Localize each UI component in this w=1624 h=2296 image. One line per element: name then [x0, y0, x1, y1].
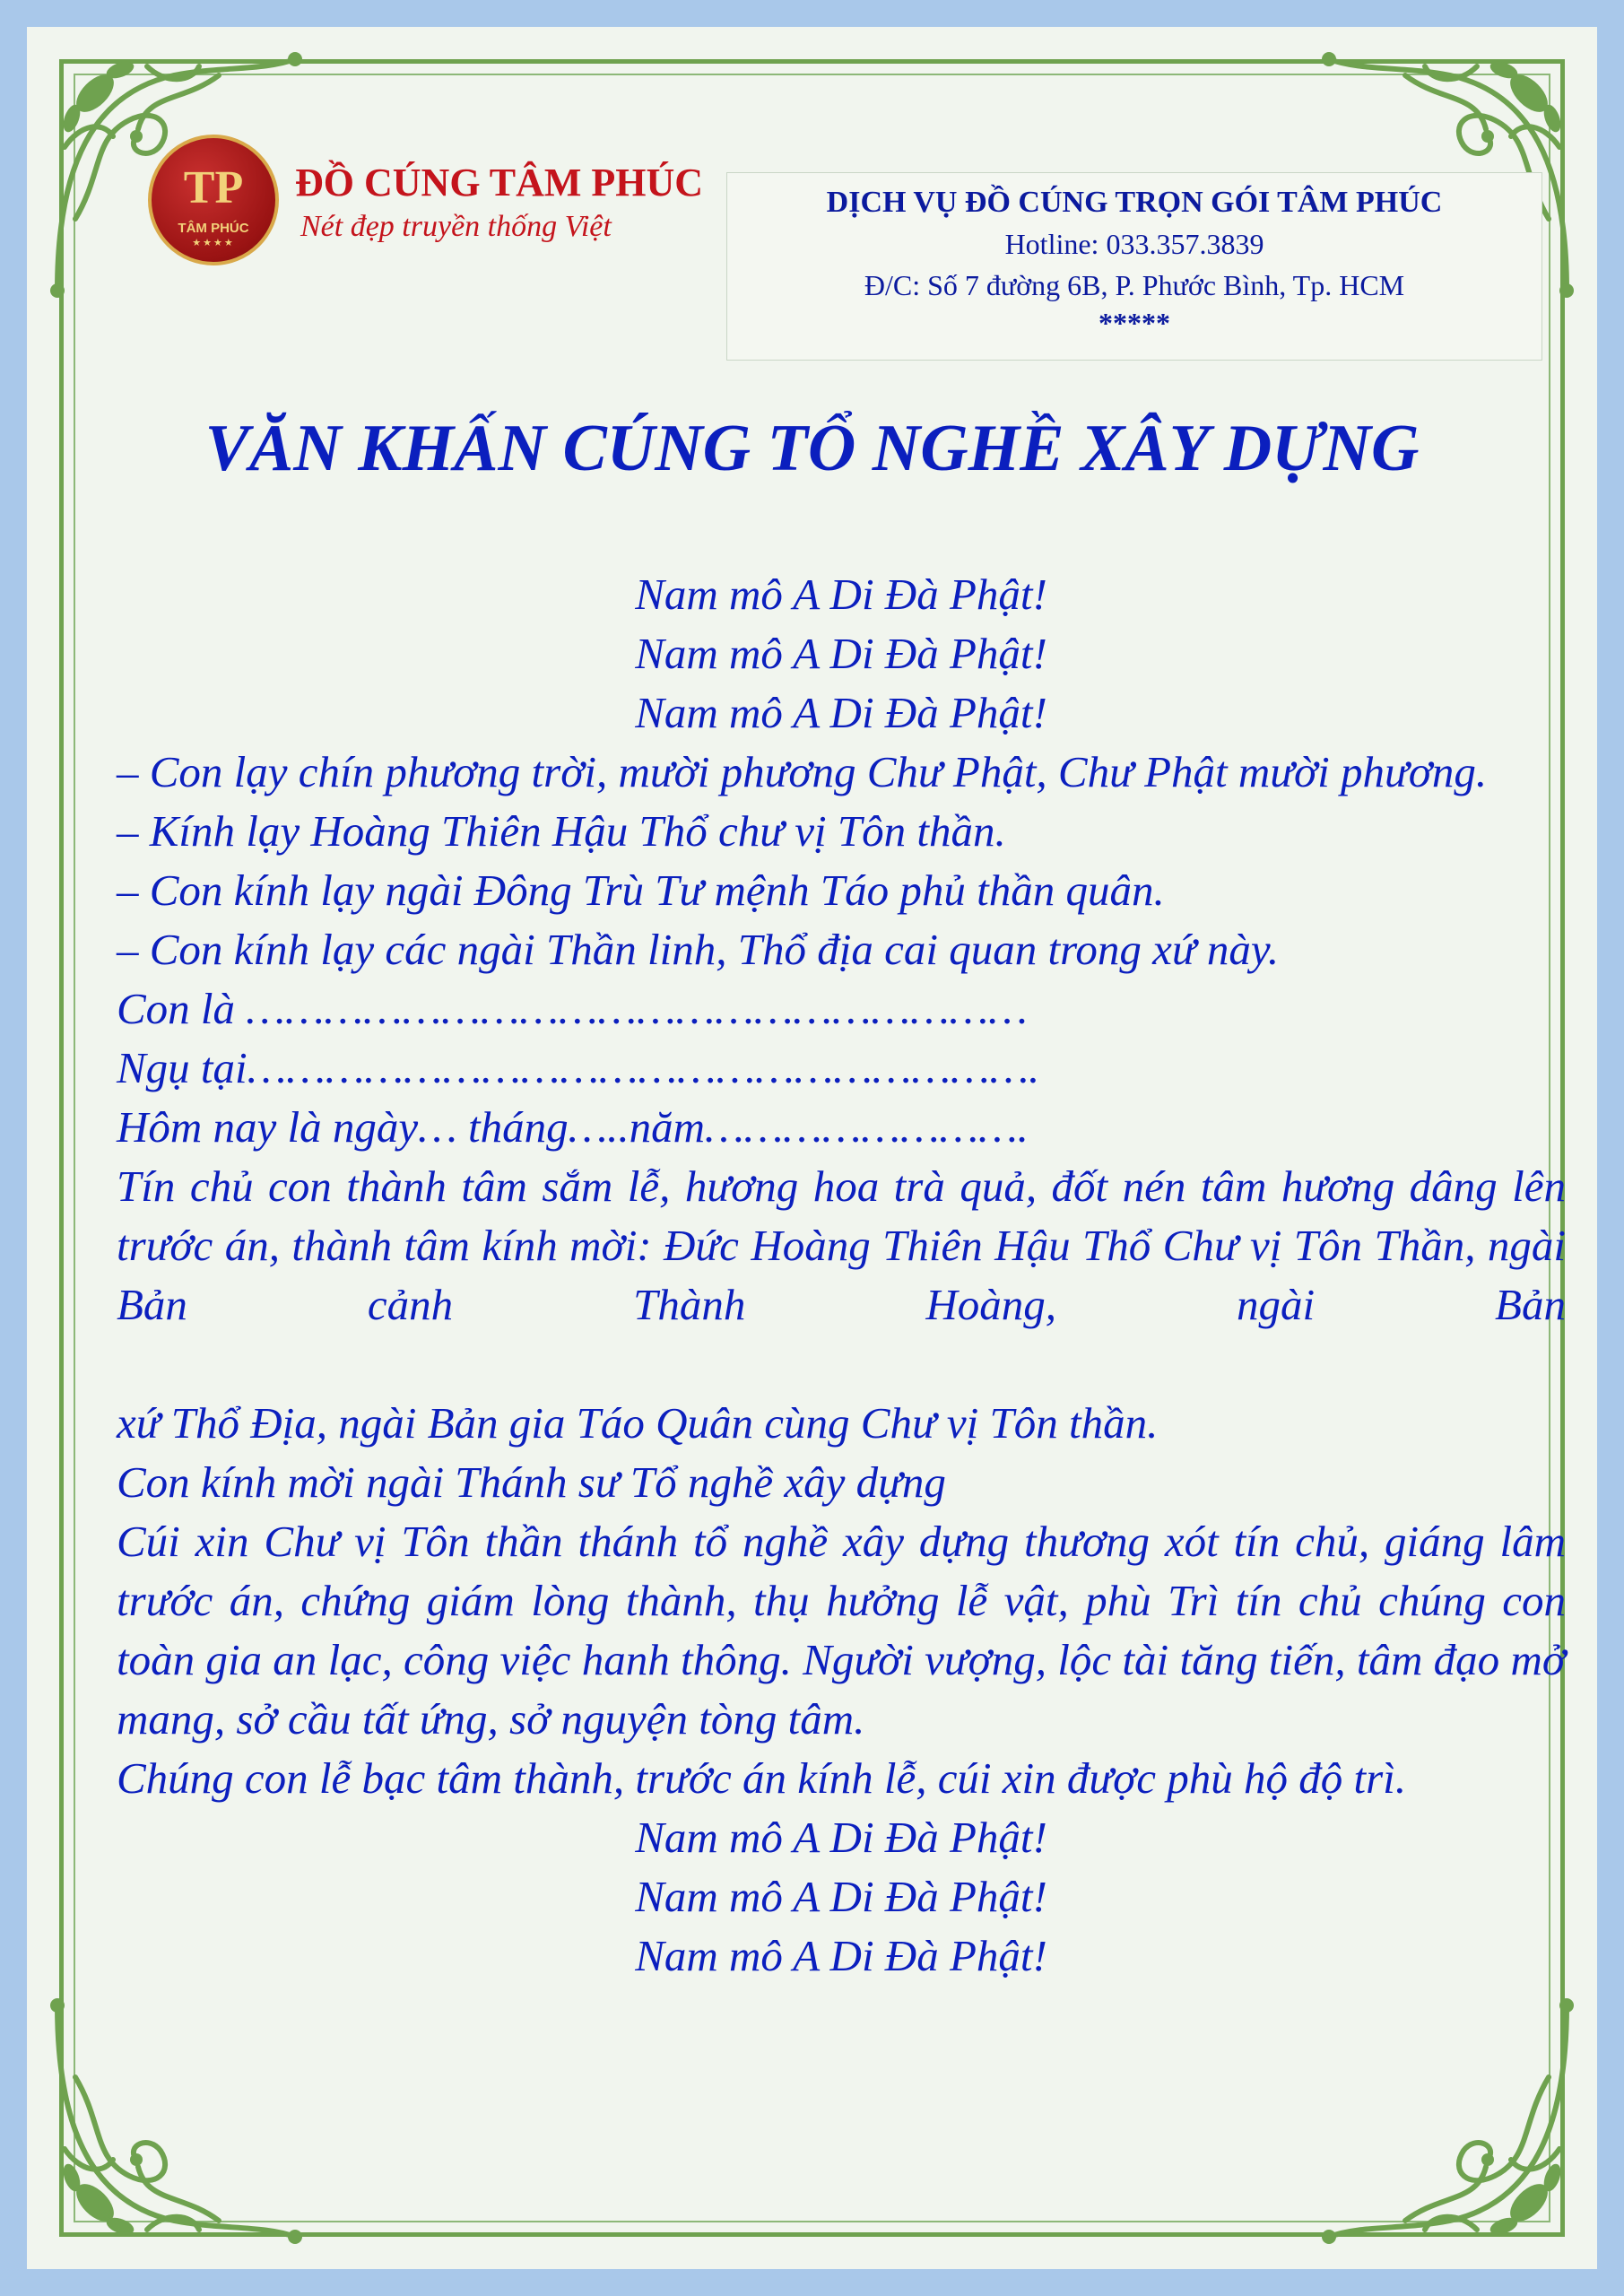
opening-line: Nam mô A Di Đà Phật!	[635, 629, 1047, 678]
opening-line: Nam mô A Di Đà Phật!	[635, 688, 1047, 737]
invocation-line: – Con kính lạy các ngài Thần linh, Thổ địa cai quan trong xứ này.	[117, 925, 1280, 974]
logo-stars: ★★★★	[192, 238, 235, 248]
corner-ornament-icon	[39, 1987, 308, 2257]
date-blank-line: Hôm nay là ngày… tháng…..năm…………………….	[117, 1102, 1029, 1152]
closing-line: Nam mô A Di Đà Phật!	[635, 1813, 1047, 1862]
service-title: DỊCH VỤ ĐỒ CÚNG TRỌN GÓI TÂM PHÚC	[826, 186, 1443, 219]
paragraph-gap	[117, 1335, 1566, 1394]
hotline: Hotline: 033.357.3839	[1004, 228, 1264, 260]
closing-line: Nam mô A Di Đà Phật!	[635, 1872, 1047, 1921]
corner-ornament-icon	[1316, 1987, 1585, 2257]
blessing-paragraph: Cúi xin Chư vị Tôn thần thánh tổ nghề xây dựng thương xót tín chủ, giáng lâm trước án, chứng giám lòng thành, thụ hưởng lễ vật, phù Trì tín chủ chúng con toàn gia an lạc, công việc hanh thông. Người vượng, lộc tài tăng tiến, tâm đạo mở mang, sở cầu tất ứng, sở nguyện tòng tâm.	[117, 1517, 1566, 1744]
brand-logo-icon	[148, 135, 279, 265]
opening-line: Nam mô A Di Đà Phật!	[635, 570, 1047, 619]
invocation-line: – Con lạy chín phương trời, mười phương Chư Phật, Chư Phật mười phương.	[117, 747, 1488, 796]
invocation-line: – Con kính lạy ngài Đông Trù Tư mệnh Táo phủ thần quân.	[117, 865, 1165, 915]
brand-slogan: Nét đẹp truyền thống Việt	[300, 210, 612, 243]
offering-paragraph: Tín chủ con thành tâm sắm lễ, hương hoa trà quả, đốt nén tâm hương dâng lên trước án, thành tâm kính mời: Đức Hoàng Thiên Hậu Thổ Chư vị Tôn Thần, ngài Bản cảnh Thành Hoàng, ngài Bản	[117, 1161, 1566, 1329]
invocation-line: – Kính lạy Hoàng Thiên Hậu Thổ chư vị Tôn thần.	[117, 806, 1006, 856]
service-info-box	[726, 172, 1542, 361]
logo-text: TÂM PHÚC	[178, 221, 249, 236]
name-blank-line: Con là ……………………………………………………	[117, 984, 1028, 1033]
prayer-body	[117, 565, 1566, 1986]
address-blank-line: Ngụ tại…………………………………………………….	[117, 1043, 1040, 1092]
humble-offering-paragraph: Chúng con lễ bạc tâm thành, trước án kính lễ, cúi xin được phù hộ độ trì.	[117, 1753, 1407, 1803]
logo-monogram: TP	[183, 162, 244, 213]
invitation-line: Con kính mời ngài Thánh sư Tổ nghề xây dựng	[117, 1457, 946, 1507]
closing-line: Nam mô A Di Đà Phật!	[635, 1931, 1047, 1980]
page-title: VĂN KHẤN CÚNG TỔ NGHỀ XÂY DỰNG	[204, 412, 1420, 485]
offering-paragraph-end: xứ Thổ Địa, ngài Bản gia Táo Quân cùng Chư vị Tôn thần.	[117, 1398, 1159, 1448]
brand-name: ĐỒ CÚNG TÂM PHÚC	[295, 161, 704, 204]
brand-logo-block	[148, 135, 704, 269]
header-stars: *****	[1099, 307, 1170, 339]
address: Đ/C: Số 7 đường 6B, P. Phước Bình, Tp. HCM	[864, 269, 1405, 301]
document-page	[27, 27, 1597, 2269]
